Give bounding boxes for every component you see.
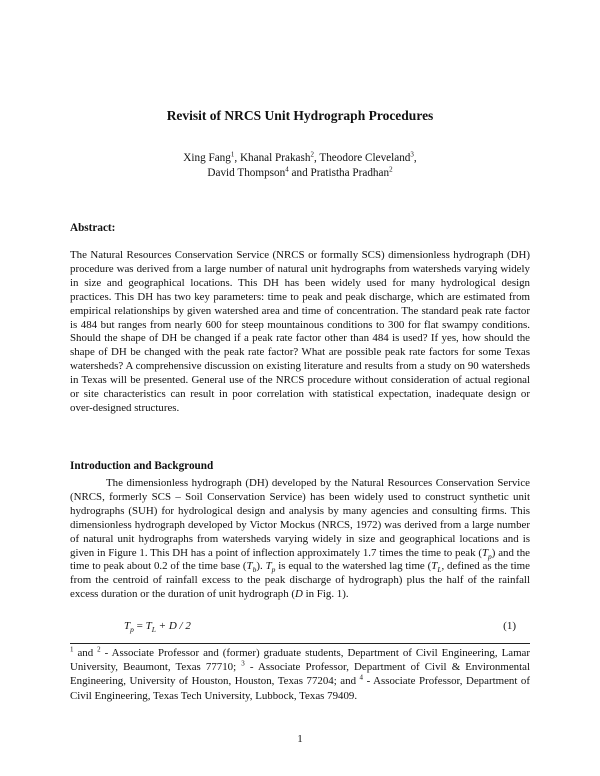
- intro-text: The dimensionless hydrograph (DH) developed by the Natural Resources Conservation Service (NRCS, formerly SCS – Soil Conservation Service) has been widely used to construct synthetic unit hydrographs (SUH) for hydrological design and analysis by many agencies and consulting firms. This dimensionless hydrograph developed by Victor Mockus (NRCS, 1972) was derived from a large number of natural unit hydrographs from watersheds varying widely in size and geographical locations and is given in Figure 1. This DH has a point of inflection approximately 1.7 times the time to peak (: [70, 477, 530, 559]
- affiliation-marker: 2: [310, 150, 314, 159]
- affiliation-marker: 3: [410, 150, 414, 159]
- symbol-time-base: $T_b$: [246, 560, 257, 575]
- author-list: [70, 151, 530, 181]
- author-name: David Thompson: [207, 167, 286, 179]
- author-line-1: [70, 151, 530, 166]
- author-name: Pratistha Pradhan: [310, 167, 390, 179]
- affiliation-marker: 4: [285, 165, 289, 174]
- author-line-2: [70, 166, 530, 181]
- footnote-divider: [70, 643, 530, 644]
- symbol-lag-time: $T_L$: [431, 560, 442, 575]
- symbol-time-to-peak: $T_p$: [265, 560, 276, 575]
- author-separator: ,: [313, 152, 320, 164]
- footnote-affiliations: $^1$ and $^2$ - Associate Professor and (former) graduate students, Department of Civil Engineering, Lamar University, Beaumont, Texas 77710; $^3$ - Associate Professor, Department of Civil & Environmental Engineering, University of Houston, Houston, Texas 77204; and $^4$ - Associate Professor, Department of Civil Engineering, Texas Tech University, Lubbock, Texas 79409.: [70, 645, 531, 702]
- intro-text: is equal to the watershed lag time (: [275, 560, 432, 573]
- author-name: Xing Fang: [183, 152, 231, 164]
- paper-title: Revisit of NRCS Unit Hydrograph Procedures: [166, 108, 434, 123]
- affiliation-marker: 2: [389, 165, 393, 174]
- intro-text: in Fig. 1).: [302, 588, 349, 601]
- author-separator: ,: [234, 152, 240, 164]
- intro-text: ) and the time to peak about 0.2 of the time base (: [70, 546, 530, 573]
- equation-number: (1): [503, 620, 516, 632]
- introduction-paragraph: [70, 477, 530, 602]
- affiliation-marker: 1: [230, 150, 235, 159]
- section-heading-introduction: Introduction and Background: [70, 460, 214, 472]
- author-name: Theodore Cleveland: [319, 152, 411, 164]
- author-separator: ,: [413, 152, 417, 164]
- equation-expression: $T_p = T_L + D / 2$: [124, 620, 191, 635]
- symbol-duration: D: [295, 588, 303, 601]
- intro-text: , defined as the time from the centroid of rainfall excess to the peak discharge of hydrograph) plus the half of the rainfall excess duration or the duration of unit hydrograph (: [70, 560, 530, 601]
- author-name: Khanal Prakash: [239, 152, 311, 164]
- symbol-time-to-peak: $T_p$: [481, 546, 492, 561]
- page-number: 1: [297, 733, 303, 745]
- intro-text: ).: [256, 560, 263, 573]
- abstract-heading: Abstract:: [70, 222, 116, 234]
- author-separator: and: [288, 167, 311, 179]
- abstract-text: The Natural Resources Conservation Service (NRCS or formally SCS) dimensionless hydrograph (DH) procedure was derived from a large number of natural unit hydrographs from watersheds varying widely in size and geographical locations. This DH has been widely used for many hydrological design practices. This DH has two key parameters: time to peak and peak discharge, which are estimated from empirical relationships by given watershed area and time of concentration. The standard peak rate factor is 484 but ranges from nearly 600 for steep mountainous conditions to 300 for flat swampy conditions. Should the shape of DH be changed if a peak rate factor other than 484 is used? If yes, how should the shape of DH be changed with the peak rate factor? What are possible peak rate factors for some Texas watersheds? A comprehensive discussion on existing literature and results from a study on 90 watersheds in Texas will be presented. General use of the NRCS procedure without consideration of actual regional or site characteristics can result in poor correlation with statistical expectation, inadequate design or over-designed structures.: [70, 249, 530, 414]
